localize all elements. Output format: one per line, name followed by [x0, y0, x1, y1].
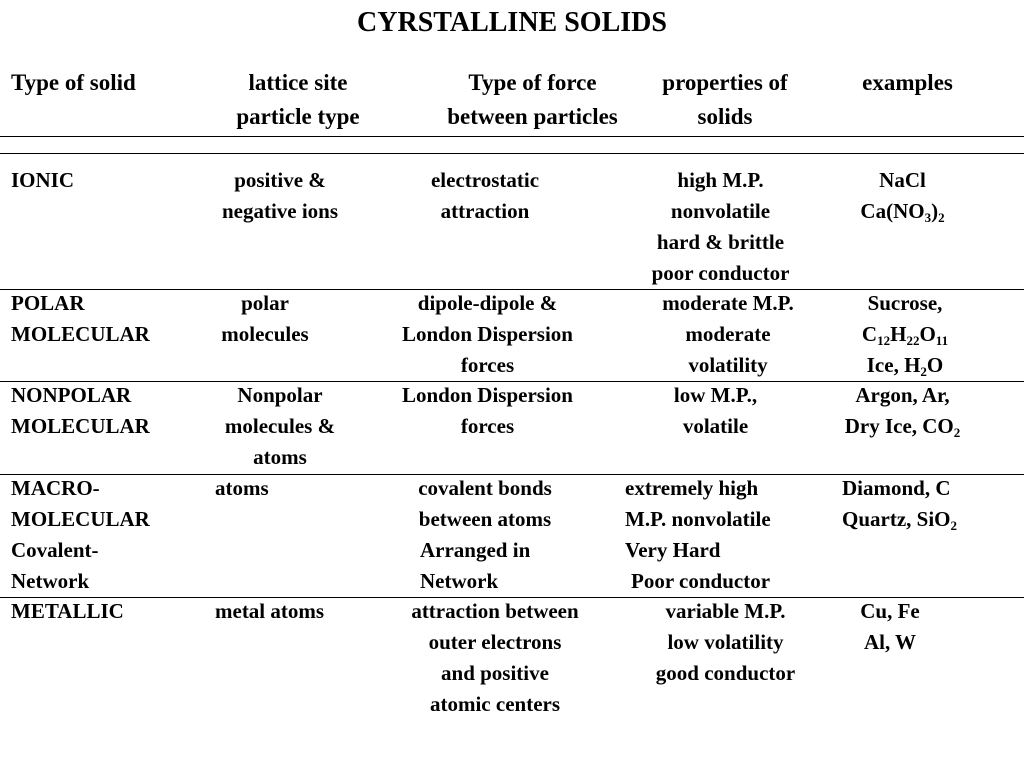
row-polar-examples: Sucrose, $C_{12}H_{22}O_{11}$ Ice, $H_2O$: [830, 288, 980, 381]
header-rule-top: [0, 136, 1024, 137]
formula-ice: Ice, $H_2O$: [866, 353, 944, 379]
page-title: CYRSTALLINE SOLIDS: [357, 7, 667, 38]
row-ionic-examples: NaCl $Ca(NO_3)_2$: [835, 165, 970, 227]
row-polar-site: polar molecules: [221, 291, 309, 346]
row-ionic-site: positive & negative ions: [221, 168, 339, 223]
row-macro-type: MACRO- MOLECULAR Covalent- Network: [11, 476, 150, 593]
row-ionic-type: IONIC: [11, 168, 75, 192]
row-metallic-properties: variable M.P. low volatility good conductor: [655, 599, 796, 685]
row-ionic-force: electrostatic attraction: [430, 168, 540, 223]
row-polar-properties: moderate M.P. moderate volatility: [662, 291, 794, 377]
row-macro-examples: Diamond, C Quartz, SiO$_2$: [842, 476, 957, 533]
row-nonpolar-type: NONPOLAR MOLECULAR: [11, 383, 150, 438]
row-macro-force-extra: Arranged in Network: [420, 538, 531, 593]
header-type-of-force: Type of force between particles: [447, 70, 618, 129]
row-macro-force: covalent bonds between atoms: [418, 476, 552, 531]
row-macro-properties: extremely high M.P. nonvolatile Very Hard Poor conductor: [625, 476, 771, 593]
formula-co2: Dry Ice, $CO_2$: [844, 414, 961, 440]
header-rule-bottom: [0, 153, 1024, 154]
row-polar-type: POLAR MOLECULAR: [11, 291, 150, 346]
row-nonpolar-examples: Argon, Ar, Dry Ice, $CO_2$: [825, 380, 980, 442]
header-examples: examples: [862, 70, 953, 95]
row-ionic-properties: high M.P. nonvolatile hard & brittle poor conductor: [651, 168, 790, 285]
formula-ca-no3-2: $Ca(NO_3)_2$: [860, 199, 945, 225]
row-macro-site: atoms: [215, 476, 269, 500]
row-metallic-force: attraction between outer electrons and positive atomic centers: [411, 599, 579, 716]
row-metallic-examples: Cu, Fe Al, W: [860, 599, 920, 654]
row-nonpolar-properties: low M.P., volatile: [673, 383, 758, 438]
row-nonpolar-force: London Dispersion forces: [402, 383, 573, 438]
header-type-of-solid: Type of solid: [11, 70, 136, 95]
row-polar-force: dipole-dipole & London Dispersion forces: [402, 291, 573, 377]
row-metallic-site: metal atoms: [215, 599, 325, 623]
row-nonpolar-site: Nonpolar molecules & atoms: [224, 383, 336, 469]
formula-sucrose: $C_{12}H_{22}O_{11}$: [861, 322, 949, 348]
header-lattice-site: lattice site particle type: [236, 70, 360, 129]
formula-sio2: Quartz, SiO$_2$: [842, 507, 957, 533]
row-metallic-type: METALLIC: [11, 599, 124, 623]
header-properties: properties of solids: [662, 70, 788, 129]
